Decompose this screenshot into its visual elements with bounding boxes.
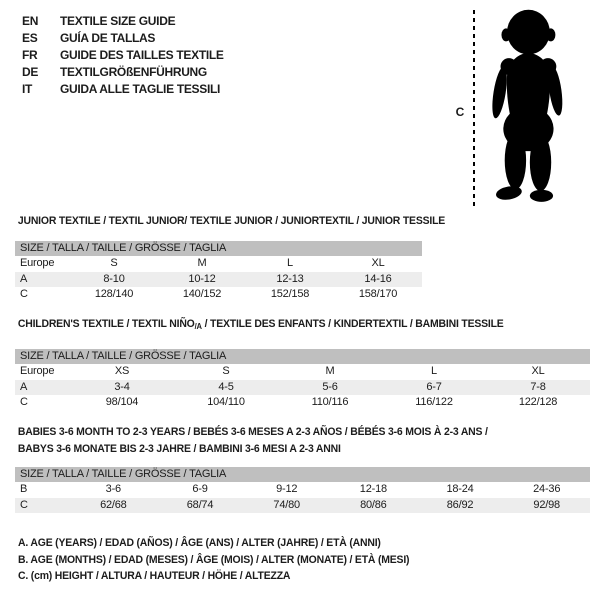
- title-text: / TEXTILE DES ENFANTS / KINDERTEXTIL / BAMBINI TESSILE: [201, 318, 504, 330]
- language-label: GUÍA DE TALLAS: [60, 31, 156, 45]
- size-cell: 104/110: [207, 396, 245, 408]
- baby-silhouette-icon: [481, 6, 574, 207]
- size-cell: 116/122: [415, 396, 453, 408]
- size-table-header: SIZE / TALLA / TAILLE / GRÖSSE / TAGLIA: [15, 349, 590, 364]
- size-cell: 152/158: [270, 288, 310, 300]
- size-cell: 92/98: [533, 498, 560, 511]
- size-section: [15, 316, 590, 411]
- size-table-row: [15, 380, 590, 396]
- size-cell: 12-18: [359, 483, 387, 495]
- size-cell: 4-5: [218, 380, 234, 393]
- size-cell: XL: [531, 365, 545, 377]
- language-code: DE: [22, 65, 39, 79]
- size-cell: 8-10: [103, 272, 125, 285]
- size-cell: 98/104: [105, 396, 139, 408]
- title-text: CHILDREN'S TEXTILE / TEXTIL NIÑO: [17, 318, 195, 330]
- size-cell: 158/170: [358, 288, 398, 300]
- row-label: C: [20, 396, 28, 408]
- size-cell: 3-4: [114, 380, 130, 393]
- size-cell: S: [222, 365, 230, 377]
- size-table-row: [15, 364, 590, 380]
- title-subscript: /A: [194, 322, 202, 331]
- size-cell: 110/116: [311, 396, 349, 408]
- size-cell: S: [110, 257, 118, 269]
- size-table-header: SIZE / TALLA / TAILLE / GRÖSSE / TAGLIA: [15, 241, 422, 256]
- row-label: C: [20, 288, 28, 300]
- footnote: A. AGE (YEARS) / EDAD (AÑOS) / ÂGE (ANS) / ALTER (JAHRE) / ETÀ (ANNI): [18, 537, 381, 549]
- size-cell: M: [197, 257, 207, 269]
- language-label: GUIDA ALLE TAGLIE TESSILI: [60, 82, 221, 96]
- language-label: GUIDE DES TAILLES TEXTILE: [60, 48, 224, 62]
- size-table: [15, 467, 590, 513]
- size-table-row: [15, 395, 590, 411]
- size-table-row: [15, 498, 590, 514]
- size-section: [15, 213, 468, 303]
- section-title: [15, 213, 445, 230]
- size-table-row: [15, 256, 422, 272]
- size-cell: 6-9: [192, 483, 208, 495]
- size-table: [15, 349, 590, 411]
- size-table: [15, 241, 422, 303]
- footnote: B. AGE (MONTHS) / EDAD (MESES) / ÂGE (MOIS) / ALTER (MONATE) / ETÀ (MESI): [18, 553, 410, 566]
- size-cell: 68/74: [186, 498, 214, 511]
- size-cell: 140/152: [182, 288, 222, 300]
- size-section: [15, 424, 590, 513]
- section-title: [15, 316, 561, 335]
- language-label: TEXTILGRÖßENFÜHRUNG: [60, 65, 207, 79]
- row-label: A: [20, 272, 28, 285]
- language-list: [22, 13, 224, 98]
- size-cell: 3-6: [105, 483, 121, 495]
- size-cell: 9-12: [276, 483, 298, 495]
- row-label: A: [20, 380, 28, 393]
- size-cell: 80/86: [360, 498, 387, 511]
- height-measure-label: C: [455, 105, 465, 119]
- size-cell: 122/128: [518, 396, 558, 408]
- size-cell: M: [325, 365, 335, 377]
- footnotes: [18, 535, 409, 585]
- size-cell: L: [287, 257, 293, 269]
- title-text: JUNIOR TEXTILE / TEXTIL JUNIOR/ TEXTILE JUNIOR / JUNIORTEXTIL / JUNIOR TESSILE: [17, 215, 446, 227]
- size-cell: L: [431, 365, 437, 377]
- size-cell: 128/140: [94, 288, 134, 300]
- size-cell: 10-12: [188, 272, 216, 285]
- size-cell: 14-16: [364, 272, 392, 285]
- footnote: C. (cm) HEIGHT / ALTURA / HAUTEUR / HÖHE / ALTEZZA: [18, 570, 291, 582]
- size-cell: 18-24: [446, 483, 474, 495]
- size-cell: XL: [371, 257, 385, 269]
- language-code: IT: [22, 82, 33, 96]
- size-cell: 24-36: [533, 483, 561, 495]
- title-text: BABYS 3-6 MONATE BIS 2-3 JAHRE / BAMBINI 3-6 MESI A 2-3 ANNI: [17, 443, 341, 455]
- language-code: ES: [22, 31, 38, 45]
- size-cell: XS: [114, 365, 130, 377]
- row-label: B: [20, 483, 28, 495]
- section-title: [15, 424, 561, 458]
- size-cell: 5-6: [322, 380, 338, 393]
- language-code: FR: [22, 48, 38, 62]
- size-cell: 74/80: [273, 498, 300, 511]
- language-code: EN: [22, 14, 39, 28]
- size-cell: 62/68: [100, 498, 127, 511]
- language-label: TEXTILE SIZE GUIDE: [60, 14, 176, 28]
- height-measure-line: [473, 10, 475, 207]
- size-cell: 6-7: [426, 380, 442, 393]
- size-table-row: [15, 482, 590, 498]
- size-cell: 86/92: [446, 498, 474, 511]
- size-cell: 12-13: [276, 272, 304, 285]
- row-label: Europe: [20, 257, 55, 269]
- title-text: BABIES 3-6 MONTH TO 2-3 YEARS / BEBÉS 3-6 MESES A 2-3 AÑOS / BÉBÉS 3-6 MOIS À 2-3 ANS /: [17, 426, 488, 438]
- row-label: Europe: [20, 365, 55, 377]
- size-table-header: SIZE / TALLA / TAILLE / GRÖSSE / TAGLIA: [15, 467, 590, 482]
- size-table-row: [15, 272, 422, 288]
- size-table-row: [15, 287, 422, 303]
- size-cell: 7-8: [530, 380, 546, 393]
- row-label: C: [20, 498, 28, 511]
